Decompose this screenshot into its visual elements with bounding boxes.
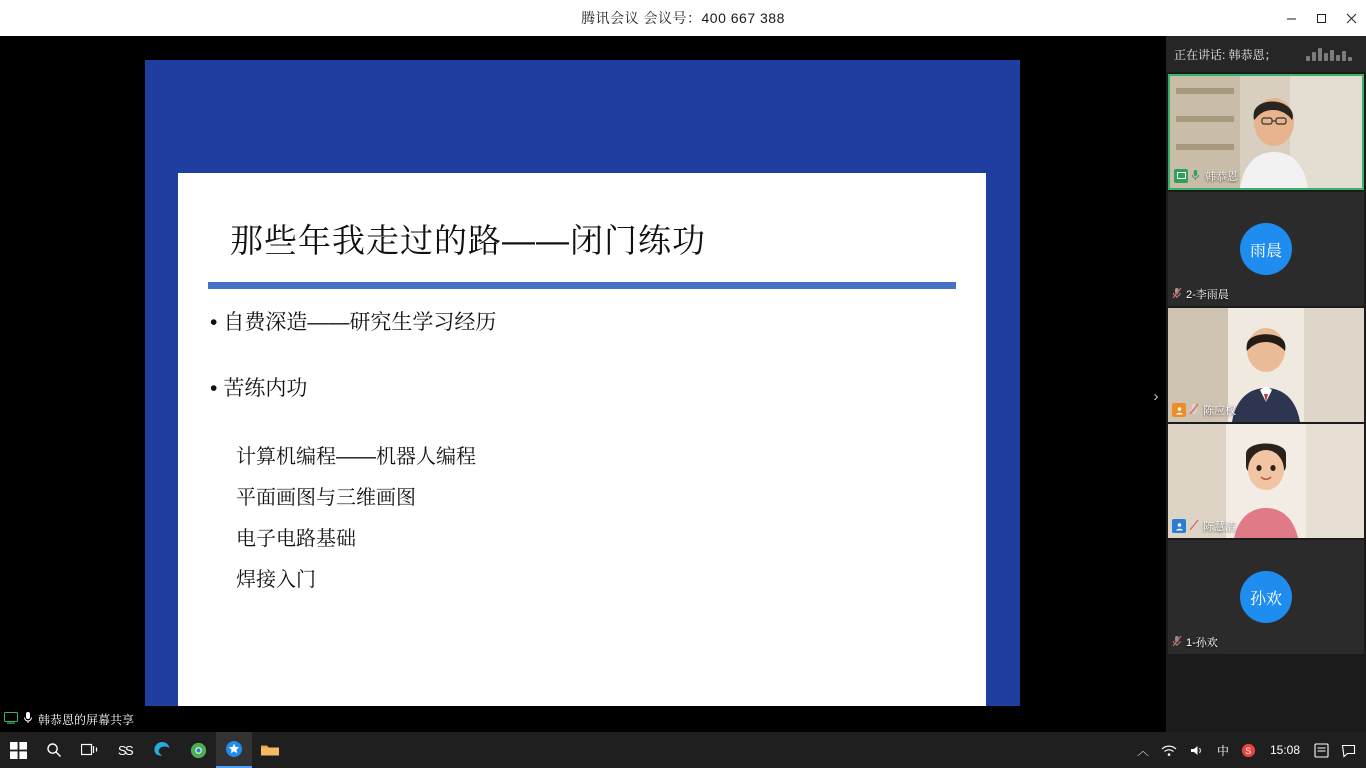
bullet-text: 自费深造——研究生学习经历 xyxy=(223,311,497,334)
list-item xyxy=(210,303,956,343)
participant-name: 陈应权 xyxy=(1203,405,1236,417)
slide-sub-list xyxy=(236,437,956,601)
bullet-marker: • xyxy=(210,311,218,334)
slide-bullets xyxy=(210,303,956,601)
participant-tile[interactable] xyxy=(1168,74,1364,190)
slide-divider xyxy=(208,282,956,289)
action-center-icon[interactable] xyxy=(1335,732,1362,768)
chevron-right-icon[interactable]: › xyxy=(1153,388,1159,405)
mic-muted-icon xyxy=(1189,403,1200,417)
app-chrome-icon[interactable] xyxy=(180,732,216,768)
participant-label xyxy=(1172,518,1236,534)
presentation-slide xyxy=(145,60,1020,744)
mic-muted-icon xyxy=(1172,635,1183,649)
notes-icon[interactable] xyxy=(1308,732,1335,768)
shared-screen-stage[interactable] xyxy=(0,36,1166,732)
svg-text:S: S xyxy=(125,743,134,758)
search-icon[interactable] xyxy=(36,732,72,768)
ime-indicator[interactable]: 中 xyxy=(1216,743,1229,758)
list-item xyxy=(210,369,956,409)
bullet-marker: • xyxy=(210,376,218,400)
spacer xyxy=(210,343,956,369)
window-titlebar xyxy=(0,0,1366,36)
clock[interactable]: 15:08 xyxy=(1269,742,1300,757)
volume-icon[interactable] xyxy=(1183,732,1211,768)
participant-label xyxy=(1172,402,1236,418)
list-item: 计算机编程——机器人编程 xyxy=(236,445,476,468)
list-item: 平面画图与三维画图 xyxy=(236,486,416,509)
participant-name: 2-李雨晨 xyxy=(1186,289,1229,301)
window-controls xyxy=(1276,0,1366,36)
panel-footer xyxy=(1166,692,1366,732)
list-item: 焊接入门 xyxy=(236,568,316,591)
bullet-text: 苦练内功 xyxy=(223,376,308,400)
svg-text:S: S xyxy=(1245,745,1252,756)
person-icon xyxy=(1172,403,1186,417)
system-tray[interactable] xyxy=(1131,732,1366,768)
avatar: 孙欢 xyxy=(1240,571,1292,623)
person-icon xyxy=(1172,519,1186,533)
network-icon[interactable] xyxy=(1155,732,1183,768)
audio-wave-icon xyxy=(1306,47,1352,61)
slide-title: 那些年我走过的路——闭门练功 xyxy=(230,222,706,259)
windows-taskbar[interactable] xyxy=(0,732,1366,768)
sogou-tray-icon[interactable] xyxy=(1235,732,1262,768)
app-sogou-icon[interactable] xyxy=(108,732,144,768)
window-title: 腾讯会议 会议号：400 667 388 xyxy=(581,10,785,26)
tray-expand-icon[interactable]: ︿ xyxy=(1136,743,1149,758)
participant-name: 陈慧洁 xyxy=(1203,521,1236,533)
app-folder-icon[interactable] xyxy=(252,732,288,768)
mic-on-icon xyxy=(1191,169,1202,183)
mic-on-icon xyxy=(23,711,33,727)
active-speaker-label: 正在讲话: 韩恭恩； xyxy=(1174,47,1277,62)
participant-name: 韩恭恩 xyxy=(1205,171,1238,183)
mic-muted-icon xyxy=(1189,519,1200,533)
participant-name: 1-孙欢 xyxy=(1186,637,1218,649)
screen-share-icon xyxy=(1174,169,1188,183)
app-edge-icon[interactable] xyxy=(144,732,180,768)
maximize-button[interactable] xyxy=(1306,0,1336,36)
participant-tile[interactable] xyxy=(1168,192,1364,306)
slide-content xyxy=(178,173,986,719)
start-button[interactable] xyxy=(0,732,36,768)
participants-panel[interactable] xyxy=(1166,36,1366,732)
participant-label xyxy=(1172,286,1229,302)
list-item: 电子电路基础 xyxy=(236,527,356,550)
mic-muted-icon xyxy=(1172,287,1183,301)
participant-label xyxy=(1174,168,1238,184)
screen-share-bar xyxy=(0,706,1166,732)
taskbar-apps[interactable] xyxy=(0,732,288,768)
active-speaker-bar xyxy=(1166,36,1366,72)
participant-tile[interactable] xyxy=(1168,540,1364,654)
close-button[interactable] xyxy=(1336,0,1366,36)
participant-label xyxy=(1172,634,1218,650)
svg-text:S: S xyxy=(118,743,127,758)
participant-tile[interactable] xyxy=(1168,308,1364,422)
task-view-icon[interactable] xyxy=(72,732,108,768)
avatar: 雨晨 xyxy=(1240,223,1292,275)
minimize-button[interactable] xyxy=(1276,0,1306,36)
screen-share-icon xyxy=(4,712,18,727)
share-status-label: 韩恭恩的屏幕共享 xyxy=(38,712,135,727)
app-meeting-icon[interactable] xyxy=(216,732,252,768)
participant-tile[interactable] xyxy=(1168,424,1364,538)
